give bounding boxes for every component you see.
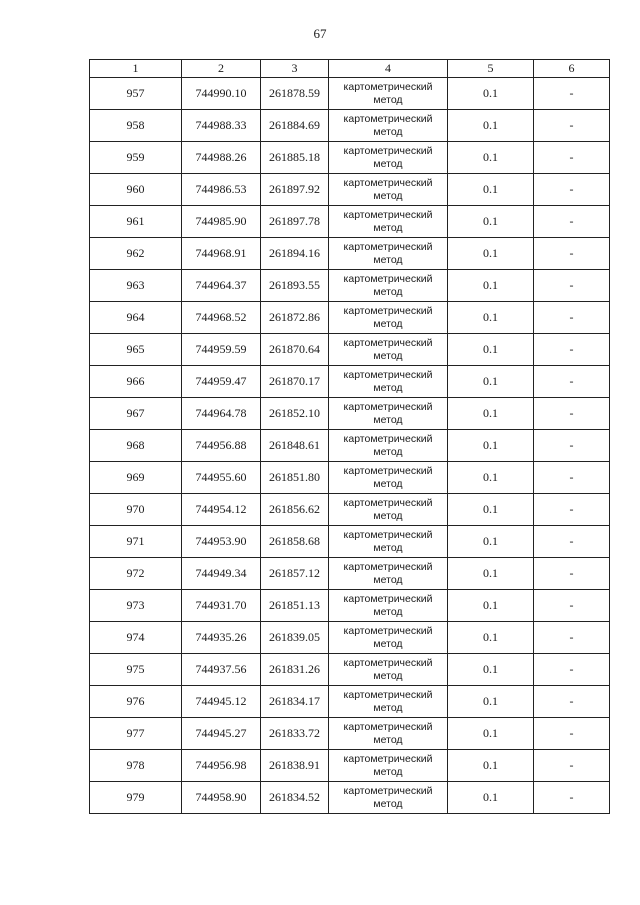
x-coordinate-cell: 744959.47 <box>182 366 261 398</box>
x-coordinate-cell: 744945.12 <box>182 686 261 718</box>
y-coordinate-cell: 261893.55 <box>261 270 329 302</box>
point-number-cell: 972 <box>90 558 182 590</box>
point-number-cell: 959 <box>90 142 182 174</box>
note-cell: - <box>534 238 610 270</box>
method-cell <box>329 238 448 270</box>
point-number-cell: 971 <box>90 526 182 558</box>
method-cell <box>329 654 448 686</box>
method-cell <box>329 110 448 142</box>
method-line-1: картометрический <box>343 560 433 573</box>
method-cell <box>329 142 448 174</box>
accuracy-cell: 0.1 <box>448 750 534 782</box>
method-line-1: картометрический <box>343 272 433 285</box>
y-coordinate-cell: 261834.17 <box>261 686 329 718</box>
note-cell: - <box>534 526 610 558</box>
table-row <box>90 494 610 526</box>
note-cell: - <box>534 78 610 110</box>
method-line-2: метод <box>373 221 403 234</box>
accuracy-cell: 0.1 <box>448 366 534 398</box>
method-cell <box>329 782 448 814</box>
point-number-cell: 958 <box>90 110 182 142</box>
note-cell: - <box>534 270 610 302</box>
accuracy-cell: 0.1 <box>448 654 534 686</box>
point-number-cell: 970 <box>90 494 182 526</box>
method-line-2: метод <box>373 669 403 682</box>
method-line-2: метод <box>373 797 403 810</box>
method-cell <box>329 78 448 110</box>
column-header: 5 <box>448 60 534 78</box>
y-coordinate-cell: 261833.72 <box>261 718 329 750</box>
table-row <box>90 334 610 366</box>
note-cell: - <box>534 590 610 622</box>
method-cell <box>329 622 448 654</box>
x-coordinate-cell: 744945.27 <box>182 718 261 750</box>
x-coordinate-cell: 744937.56 <box>182 654 261 686</box>
method-line-2: метод <box>373 541 403 554</box>
method-line-1: картометрический <box>343 240 433 253</box>
note-cell: - <box>534 430 610 462</box>
table-header <box>90 60 610 78</box>
column-header: 4 <box>329 60 448 78</box>
x-coordinate-cell: 744953.90 <box>182 526 261 558</box>
method-cell <box>329 206 448 238</box>
note-cell: - <box>534 174 610 206</box>
method-line-1: картометрический <box>343 624 433 637</box>
method-cell <box>329 430 448 462</box>
table-row <box>90 750 610 782</box>
method-line-1: картометрический <box>343 656 433 669</box>
x-coordinate-cell: 744985.90 <box>182 206 261 238</box>
point-number-cell: 979 <box>90 782 182 814</box>
accuracy-cell: 0.1 <box>448 462 534 494</box>
y-coordinate-cell: 261852.10 <box>261 398 329 430</box>
accuracy-cell: 0.1 <box>448 206 534 238</box>
method-line-2: метод <box>373 349 403 362</box>
note-cell: - <box>534 654 610 686</box>
point-number-cell: 960 <box>90 174 182 206</box>
accuracy-cell: 0.1 <box>448 110 534 142</box>
x-coordinate-cell: 744956.88 <box>182 430 261 462</box>
y-coordinate-cell: 261872.86 <box>261 302 329 334</box>
point-number-cell: 964 <box>90 302 182 334</box>
column-header: 6 <box>534 60 610 78</box>
table-body <box>90 78 610 814</box>
point-number-cell: 967 <box>90 398 182 430</box>
table-row <box>90 686 610 718</box>
method-line-2: метод <box>373 445 403 458</box>
point-number-cell: 978 <box>90 750 182 782</box>
method-cell <box>329 494 448 526</box>
y-coordinate-cell: 261858.68 <box>261 526 329 558</box>
x-coordinate-cell: 744986.53 <box>182 174 261 206</box>
accuracy-cell: 0.1 <box>448 526 534 558</box>
method-line-2: метод <box>373 765 403 778</box>
page-number: 67 <box>313 26 327 41</box>
y-coordinate-cell: 261885.18 <box>261 142 329 174</box>
method-line-2: метод <box>373 477 403 490</box>
table-row <box>90 622 610 654</box>
note-cell: - <box>534 110 610 142</box>
note-cell: - <box>534 494 610 526</box>
method-line-2: метод <box>373 93 403 106</box>
method-cell <box>329 334 448 366</box>
note-cell: - <box>534 462 610 494</box>
accuracy-cell: 0.1 <box>448 430 534 462</box>
x-coordinate-cell: 744964.37 <box>182 270 261 302</box>
accuracy-cell: 0.1 <box>448 334 534 366</box>
method-line-1: картометрический <box>343 400 433 413</box>
table-row <box>90 238 610 270</box>
point-number-cell: 976 <box>90 686 182 718</box>
method-line-1: картометрический <box>343 592 433 605</box>
y-coordinate-cell: 261870.64 <box>261 334 329 366</box>
y-coordinate-cell: 261838.91 <box>261 750 329 782</box>
y-coordinate-cell: 261897.92 <box>261 174 329 206</box>
method-line-1: картометрический <box>343 496 433 509</box>
note-cell: - <box>534 206 610 238</box>
x-coordinate-cell: 744988.33 <box>182 110 261 142</box>
method-cell <box>329 270 448 302</box>
y-coordinate-cell: 261848.61 <box>261 430 329 462</box>
table-row <box>90 718 610 750</box>
method-line-2: метод <box>373 285 403 298</box>
method-line-1: картометрический <box>343 432 433 445</box>
y-coordinate-cell: 261870.17 <box>261 366 329 398</box>
method-cell <box>329 750 448 782</box>
accuracy-cell: 0.1 <box>448 782 534 814</box>
method-cell <box>329 590 448 622</box>
accuracy-cell: 0.1 <box>448 558 534 590</box>
x-coordinate-cell: 744958.90 <box>182 782 261 814</box>
x-coordinate-cell: 744964.78 <box>182 398 261 430</box>
y-coordinate-cell: 261839.05 <box>261 622 329 654</box>
point-number-cell: 977 <box>90 718 182 750</box>
method-cell <box>329 526 448 558</box>
accuracy-cell: 0.1 <box>448 238 534 270</box>
column-header: 2 <box>182 60 261 78</box>
method-line-2: метод <box>373 605 403 618</box>
accuracy-cell: 0.1 <box>448 270 534 302</box>
table-row <box>90 654 610 686</box>
x-coordinate-cell: 744968.91 <box>182 238 261 270</box>
point-number-cell: 963 <box>90 270 182 302</box>
table-row <box>90 302 610 334</box>
accuracy-cell: 0.1 <box>448 718 534 750</box>
method-line-2: метод <box>373 413 403 426</box>
y-coordinate-cell: 261857.12 <box>261 558 329 590</box>
x-coordinate-cell: 744959.59 <box>182 334 261 366</box>
method-line-2: метод <box>373 189 403 202</box>
accuracy-cell: 0.1 <box>448 142 534 174</box>
table-row <box>90 174 610 206</box>
method-cell <box>329 686 448 718</box>
x-coordinate-cell: 744954.12 <box>182 494 261 526</box>
point-number-cell: 966 <box>90 366 182 398</box>
method-line-1: картометрический <box>343 368 433 381</box>
method-line-1: картометрический <box>343 720 433 733</box>
method-cell <box>329 366 448 398</box>
method-cell <box>329 558 448 590</box>
table-row <box>90 430 610 462</box>
table-row <box>90 590 610 622</box>
note-cell: - <box>534 782 610 814</box>
accuracy-cell: 0.1 <box>448 494 534 526</box>
method-line-1: картометрический <box>343 304 433 317</box>
accuracy-cell: 0.1 <box>448 302 534 334</box>
x-coordinate-cell: 744949.34 <box>182 558 261 590</box>
column-header: 1 <box>90 60 182 78</box>
accuracy-cell: 0.1 <box>448 622 534 654</box>
column-header: 3 <box>261 60 329 78</box>
method-line-1: картометрический <box>343 752 433 765</box>
point-number-cell: 968 <box>90 430 182 462</box>
point-number-cell: 965 <box>90 334 182 366</box>
y-coordinate-cell: 261856.62 <box>261 494 329 526</box>
accuracy-cell: 0.1 <box>448 78 534 110</box>
accuracy-cell: 0.1 <box>448 398 534 430</box>
y-coordinate-cell: 261831.26 <box>261 654 329 686</box>
note-cell: - <box>534 686 610 718</box>
method-line-2: метод <box>373 381 403 394</box>
point-number-cell: 974 <box>90 622 182 654</box>
y-coordinate-cell: 261894.16 <box>261 238 329 270</box>
note-cell: - <box>534 366 610 398</box>
x-coordinate-cell: 744935.26 <box>182 622 261 654</box>
table-row <box>90 526 610 558</box>
method-line-1: картометрический <box>343 80 433 93</box>
y-coordinate-cell: 261851.13 <box>261 590 329 622</box>
y-coordinate-cell: 261878.59 <box>261 78 329 110</box>
x-coordinate-cell: 744968.52 <box>182 302 261 334</box>
table-row <box>90 366 610 398</box>
method-line-1: картометрический <box>343 784 433 797</box>
method-line-2: метод <box>373 157 403 170</box>
accuracy-cell: 0.1 <box>448 686 534 718</box>
table-row <box>90 398 610 430</box>
note-cell: - <box>534 750 610 782</box>
method-line-1: картометрический <box>343 688 433 701</box>
method-line-2: метод <box>373 509 403 522</box>
header-row <box>90 60 610 78</box>
point-number-cell: 969 <box>90 462 182 494</box>
x-coordinate-cell: 744931.70 <box>182 590 261 622</box>
method-line-1: картометрический <box>343 528 433 541</box>
method-line-1: картометрический <box>343 112 433 125</box>
method-line-2: метод <box>373 317 403 330</box>
note-cell: - <box>534 718 610 750</box>
point-number-cell: 962 <box>90 238 182 270</box>
point-number-cell: 961 <box>90 206 182 238</box>
note-cell: - <box>534 622 610 654</box>
method-line-1: картометрический <box>343 208 433 221</box>
note-cell: - <box>534 302 610 334</box>
x-coordinate-cell: 744955.60 <box>182 462 261 494</box>
method-cell <box>329 718 448 750</box>
x-coordinate-cell: 744956.98 <box>182 750 261 782</box>
table-row <box>90 462 610 494</box>
method-line-2: метод <box>373 573 403 586</box>
method-line-1: картометрический <box>343 464 433 477</box>
method-line-1: картометрический <box>343 336 433 349</box>
note-cell: - <box>534 558 610 590</box>
table-row <box>90 78 610 110</box>
table-row <box>90 206 610 238</box>
table-row <box>90 110 610 142</box>
method-line-1: картометрический <box>343 176 433 189</box>
method-cell <box>329 462 448 494</box>
accuracy-cell: 0.1 <box>448 174 534 206</box>
y-coordinate-cell: 261851.80 <box>261 462 329 494</box>
table-row <box>90 782 610 814</box>
method-cell <box>329 398 448 430</box>
accuracy-cell: 0.1 <box>448 590 534 622</box>
y-coordinate-cell: 261897.78 <box>261 206 329 238</box>
y-coordinate-cell: 261884.69 <box>261 110 329 142</box>
table-row <box>90 558 610 590</box>
method-line-1: картометрический <box>343 144 433 157</box>
method-cell <box>329 174 448 206</box>
coordinates-table <box>89 59 610 814</box>
point-number-cell: 975 <box>90 654 182 686</box>
method-line-2: метод <box>373 733 403 746</box>
table-row <box>90 142 610 174</box>
note-cell: - <box>534 398 610 430</box>
x-coordinate-cell: 744988.26 <box>182 142 261 174</box>
y-coordinate-cell: 261834.52 <box>261 782 329 814</box>
method-line-2: метод <box>373 637 403 650</box>
note-cell: - <box>534 334 610 366</box>
note-cell: - <box>534 142 610 174</box>
table-row <box>90 270 610 302</box>
method-line-2: метод <box>373 125 403 138</box>
method-line-2: метод <box>373 701 403 714</box>
point-number-cell: 973 <box>90 590 182 622</box>
x-coordinate-cell: 744990.10 <box>182 78 261 110</box>
method-cell <box>329 302 448 334</box>
point-number-cell: 957 <box>90 78 182 110</box>
method-line-2: метод <box>373 253 403 266</box>
